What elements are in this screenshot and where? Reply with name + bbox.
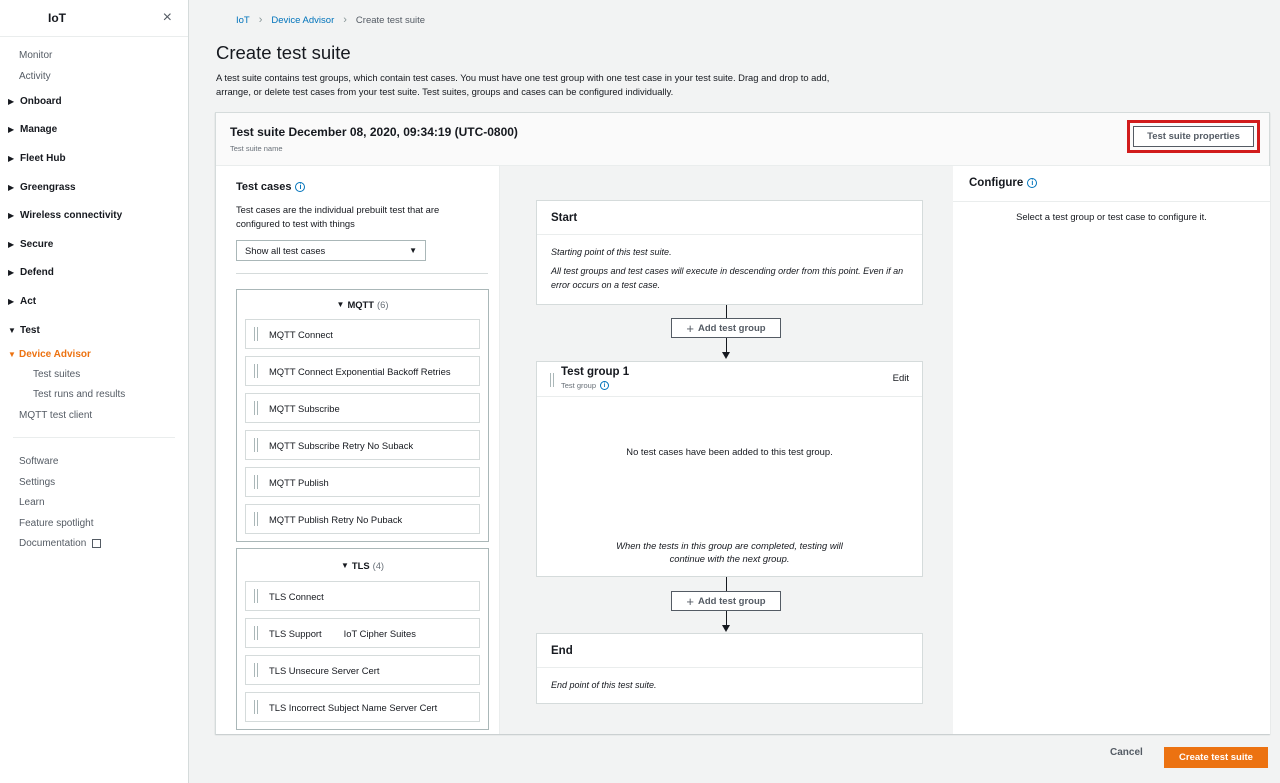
test-case-label: TLS Connect [269,590,324,602]
tls-group [236,548,489,730]
mqtt-group-toggle[interactable] [237,290,488,319]
configure-hint: Select a test group or test case to configure it. [1016,211,1207,222]
sidebar-section-manage[interactable] [0,116,188,145]
drag-handle-icon[interactable] [254,589,258,603]
end-card [536,633,923,704]
info-icon[interactable]: i [295,182,305,192]
test-group-label: Test group [561,381,597,390]
arrow-down-icon [722,625,730,632]
test-group-card[interactable] [536,361,923,577]
sidebar-section-label: Fleet Hub [20,152,66,164]
caret-down-icon: ▼ [8,325,16,335]
sidebar-section-onboard[interactable] [0,87,188,116]
group-count: (6) [377,299,389,310]
sidebar-section-fleet-hub[interactable] [0,144,188,173]
chevron-right-icon: › [258,14,263,26]
sidebar-divider [13,437,175,438]
sidebar-title: IoT [48,11,66,25]
page-description: A test suite contains test groups, which contain test cases. You must have one test group with one test case in your test suite. Drag and drop to add, arrange, or delete test cases from your test suite. Test suites, groups and cases can be configured individually. [216,72,830,97]
sidebar-item-activity[interactable]: Activity [19,70,51,82]
breadcrumb-iot[interactable]: IoT [236,14,250,26]
caret-down-icon: ▼ [336,300,345,309]
test-case-item[interactable] [245,393,480,423]
end-body: End point of this test suite. [551,680,657,690]
cancel-button[interactable]: Cancel [1110,747,1143,758]
configure-column [953,166,1270,734]
suite-header [216,113,1269,166]
caret-right-icon: ▶ [8,153,15,163]
sidebar-section-act[interactable] [0,287,188,316]
test-group-sublabel [561,381,609,390]
edit-test-group-button[interactable]: Edit [892,373,909,384]
group-footer-text: When the tests in this group are completed, testing will continue with the next group. [616,540,843,564]
test-case-item[interactable] [245,356,480,386]
test-cases-heading: Test cases [236,181,292,193]
test-case-label: MQTT Connect Exponential Backoff Retries [269,365,451,377]
sidebar-section-wireless[interactable] [0,201,188,230]
external-link-icon [92,539,101,548]
test-case-label: MQTT Publish [269,476,329,488]
test-case-item[interactable] [245,655,480,685]
test-case-item[interactable] [245,430,480,460]
test-case-label: TLS Incorrect Subject Name Server Cert [269,701,438,713]
close-icon[interactable]: × [162,9,172,26]
sidebar-section-test[interactable] [0,316,188,345]
sidebar-section-label: Manage [20,124,58,136]
plus-icon: + [686,593,695,609]
test-case-item[interactable] [245,692,480,722]
sidebar-item-label: Device Advisor [19,349,91,361]
test-flow-canvas [500,166,953,734]
test-case-label: TLS Unsecure Server Cert [269,664,380,676]
breadcrumb-device-advisor[interactable]: Device Advisor [271,14,335,26]
group-name: MQTT [347,299,374,310]
caret-down-icon: ▼ [409,246,417,255]
test-suite-panel [215,112,1270,734]
main-content [190,0,1280,783]
caret-down-icon: ▼ [8,350,16,360]
caret-right-icon: ▶ [8,268,15,278]
sidebar-item-label: Documentation [19,538,87,550]
sidebar-item-device-advisor[interactable] [0,344,188,365]
configure-title [969,177,1037,189]
page-title: Create test suite [216,42,351,63]
test-cases-description: Test cases are the individual prebuilt test that are configured to test with things [236,204,440,229]
arrow-down-icon [722,352,730,359]
caret-right-icon: ▶ [8,211,15,221]
test-cases-title [236,181,305,193]
start-line-1: Starting point of this test suite. [551,247,672,257]
sidebar-section-label: Secure [20,238,54,250]
mqtt-group [236,289,489,542]
sidebar-item-learn[interactable]: Learn [19,497,45,509]
sidebar-section-secure[interactable] [0,230,188,259]
sidebar-section-label: Onboard [20,95,62,107]
start-title: Start [537,201,922,235]
sidebar-section-label: Wireless connectivity [20,210,123,222]
suite-name-label: Test suite name [230,144,283,153]
side-navigation [0,0,189,783]
tls-group-toggle[interactable] [237,549,488,581]
caret-right-icon: ▶ [8,96,15,106]
test-case-label-suffix: IoT Cipher Suites [343,627,416,639]
sidebar-header [0,0,188,37]
sidebar-section-label: Act [20,295,37,307]
caret-right-icon: ▶ [8,125,15,135]
test-group-name: Test group 1 [561,366,630,378]
test-cases-column [216,166,500,734]
sidebar-item-mqtt-client[interactable]: MQTT test client [19,409,93,421]
empty-group-message: No test cases have been added to this test group. [626,446,833,457]
test-case-item[interactable] [245,581,480,611]
info-icon[interactable]: i [600,381,609,390]
test-case-filter-select[interactable] [236,240,426,261]
select-value: Show all test cases [245,245,326,256]
drag-handle-icon[interactable] [254,401,258,415]
drag-handle-icon[interactable] [254,364,258,378]
test-case-item[interactable] [245,504,480,534]
sidebar-item-documentation[interactable] [0,534,188,555]
create-test-suite-button[interactable]: Create test suite [1164,747,1268,768]
caret-right-icon: ▶ [8,182,15,192]
add-test-group-button[interactable] [671,318,781,338]
group-footer-note [537,539,922,565]
test-suite-properties-button[interactable]: Test suite properties [1133,126,1254,147]
test-case-item[interactable] [245,618,480,648]
highlight-box [1127,120,1260,153]
caret-down-icon: ▼ [340,560,349,570]
sidebar-item-monitor[interactable]: Monitor [19,50,53,61]
divider [236,273,488,274]
drag-handle-icon[interactable] [254,700,258,714]
drag-handle-icon[interactable] [254,512,258,526]
test-case-item[interactable] [245,319,480,349]
sidebar-section-label: Test [20,324,40,336]
test-group-header [537,362,922,397]
sidebar-item-software[interactable]: Software [19,456,59,468]
drag-handle-icon[interactable] [550,373,554,387]
sidebar-nav [0,37,188,555]
group-count: (4) [372,559,385,571]
caret-right-icon: ▶ [8,296,15,306]
drag-handle-icon[interactable] [254,475,258,489]
sidebar-section-defend[interactable] [0,259,188,288]
configure-heading: Configure [969,177,1024,189]
test-case-label: MQTT Connect [269,328,333,340]
test-case-label: MQTT Publish Retry No Puback [269,513,403,525]
breadcrumb-blank [216,15,236,25]
sidebar-section-label: Defend [20,267,54,279]
start-line-2: All test groups and test cases will execute in descending order from this point. Even if an error occurs on a test case. [551,266,904,290]
divider [953,201,1270,202]
add-test-group-button[interactable] [671,591,781,611]
test-case-label: MQTT Subscribe Retry No Suback [269,439,414,451]
group-name: TLS [351,559,370,571]
drag-handle-icon[interactable] [254,438,258,452]
start-body [537,235,922,302]
sidebar-section-label: Greengrass [20,181,76,193]
drag-handle-icon[interactable] [254,663,258,677]
breadcrumb [216,14,425,26]
sidebar-item-settings[interactable]: Settings [19,476,56,488]
breadcrumb-current: Create test suite [355,14,426,26]
sidebar-item-test-suites[interactable]: Test suites [33,368,81,380]
end-title: End [537,634,922,668]
sidebar-item-feature-spotlight[interactable]: Feature spotlight [19,517,94,529]
plus-icon: + [686,320,695,336]
test-case-label: MQTT Subscribe [269,402,340,414]
drag-handle-icon[interactable] [254,626,258,640]
suite-name: Test suite December 08, 2020, 09:34:19 (UTC-0800) [230,125,518,139]
start-card [536,200,923,305]
test-case-item[interactable] [245,467,480,497]
chevron-right-icon: › [343,14,347,26]
info-icon[interactable]: i [1027,178,1037,188]
button-label: Add test group [698,595,766,607]
sidebar-item-test-runs[interactable]: Test runs and results [33,389,126,401]
sidebar-section-greengrass[interactable] [0,173,188,202]
test-case-label: TLS Support [269,627,322,639]
caret-right-icon: ▶ [8,239,15,249]
button-label: Add test group [698,322,766,334]
drag-handle-icon[interactable] [254,327,258,341]
